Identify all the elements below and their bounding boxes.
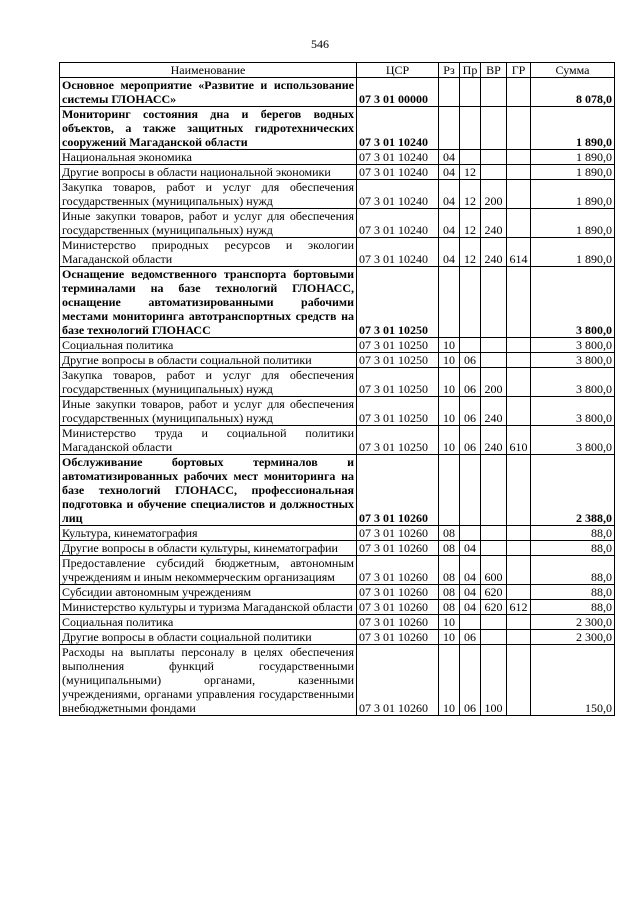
cell-rz: 04	[439, 209, 460, 238]
cell-gr	[507, 107, 531, 150]
table-row	[60, 78, 615, 107]
cell-gr	[507, 630, 531, 645]
cell-sum: 3 800,0	[531, 426, 615, 455]
table-row	[60, 353, 615, 368]
header-gr: ГР	[507, 63, 531, 78]
cell-pr	[460, 455, 481, 526]
cell-pr: 04	[460, 585, 481, 600]
cell-sum: 88,0	[531, 585, 615, 600]
cell-rz: 04	[439, 180, 460, 209]
cell-csr: 07 3 01 10250	[357, 426, 439, 455]
cell-gr	[507, 209, 531, 238]
cell-sum: 88,0	[531, 526, 615, 541]
cell-vr: 100	[481, 645, 507, 716]
cell-vr	[481, 353, 507, 368]
cell-vr: 620	[481, 600, 507, 615]
cell-csr: 07 3 01 00000	[357, 78, 439, 107]
cell-pr	[460, 526, 481, 541]
cell-name: Другие вопросы в области культуры, кинематографии	[60, 541, 357, 556]
page-number: 546	[311, 37, 329, 51]
cell-rz	[439, 267, 460, 338]
cell-gr	[507, 397, 531, 426]
cell-sum: 1 890,0	[531, 209, 615, 238]
cell-vr	[481, 107, 507, 150]
cell-sum: 150,0	[531, 645, 615, 716]
cell-name: Основное мероприятие «Развитие и использование системы ГЛОНАСС»	[60, 78, 357, 107]
table-row	[60, 600, 615, 615]
cell-csr: 07 3 01 10240	[357, 238, 439, 267]
cell-pr	[460, 267, 481, 338]
cell-rz: 10	[439, 615, 460, 630]
table-row	[60, 630, 615, 645]
cell-name: Закупка товаров, работ и услуг для обеспечения государственных (муниципальных) нужд	[60, 368, 357, 397]
cell-rz	[439, 107, 460, 150]
cell-pr: 06	[460, 645, 481, 716]
cell-vr	[481, 615, 507, 630]
cell-pr	[460, 107, 481, 150]
cell-gr	[507, 526, 531, 541]
cell-pr: 06	[460, 353, 481, 368]
cell-sum: 2 300,0	[531, 630, 615, 645]
cell-vr	[481, 150, 507, 165]
cell-csr: 07 3 01 10260	[357, 556, 439, 585]
cell-pr	[460, 615, 481, 630]
cell-csr: 07 3 01 10250	[357, 353, 439, 368]
cell-name: Социальная политика	[60, 338, 357, 353]
cell-vr: 240	[481, 238, 507, 267]
cell-name: Другие вопросы в области социальной политики	[60, 630, 357, 645]
table-row	[60, 107, 615, 150]
cell-gr	[507, 541, 531, 556]
cell-name: Предоставление субсидий бюджетным, автономным учреждениям и иным некоммерческим организациям	[60, 556, 357, 585]
cell-name: Иные закупки товаров, работ и услуг для обеспечения государственных (муниципальных) нужд	[60, 209, 357, 238]
cell-csr: 07 3 01 10240	[357, 165, 439, 180]
cell-vr	[481, 165, 507, 180]
cell-gr	[507, 556, 531, 585]
cell-sum: 3 800,0	[531, 397, 615, 426]
cell-csr: 07 3 01 10250	[357, 397, 439, 426]
cell-rz	[439, 78, 460, 107]
cell-gr: 612	[507, 600, 531, 615]
table-row	[60, 165, 615, 180]
table-row	[60, 615, 615, 630]
cell-vr	[481, 455, 507, 526]
table-row	[60, 455, 615, 526]
cell-vr: 240	[481, 426, 507, 455]
cell-vr: 620	[481, 585, 507, 600]
cell-rz: 10	[439, 368, 460, 397]
cell-pr: 12	[460, 238, 481, 267]
cell-csr: 07 3 01 10260	[357, 600, 439, 615]
cell-sum: 1 890,0	[531, 150, 615, 165]
table-row	[60, 645, 615, 716]
cell-sum: 8 078,0	[531, 78, 615, 107]
cell-name: Культура, кинематография	[60, 526, 357, 541]
cell-pr	[460, 338, 481, 353]
cell-pr: 06	[460, 426, 481, 455]
header-pr: Пр	[460, 63, 481, 78]
cell-vr	[481, 338, 507, 353]
cell-pr	[460, 78, 481, 107]
cell-sum: 3 800,0	[531, 368, 615, 397]
cell-vr: 200	[481, 180, 507, 209]
cell-csr: 07 3 01 10240	[357, 150, 439, 165]
cell-sum: 88,0	[531, 556, 615, 585]
cell-name: Субсидии автономным учреждениям	[60, 585, 357, 600]
cell-csr: 07 3 01 10240	[357, 180, 439, 209]
cell-sum: 1 890,0	[531, 107, 615, 150]
cell-gr	[507, 368, 531, 397]
cell-pr: 04	[460, 541, 481, 556]
cell-pr: 12	[460, 209, 481, 238]
cell-csr: 07 3 01 10260	[357, 455, 439, 526]
cell-vr: 200	[481, 368, 507, 397]
cell-rz: 08	[439, 526, 460, 541]
cell-gr	[507, 455, 531, 526]
cell-vr	[481, 526, 507, 541]
table-row	[60, 150, 615, 165]
cell-rz: 10	[439, 630, 460, 645]
cell-name: Другие вопросы в области социальной политики	[60, 353, 357, 368]
cell-name: Иные закупки товаров, работ и услуг для обеспечения государственных (муниципальных) нужд	[60, 397, 357, 426]
cell-vr	[481, 630, 507, 645]
cell-pr	[460, 150, 481, 165]
table-row	[60, 426, 615, 455]
cell-sum: 3 800,0	[531, 338, 615, 353]
table-row	[60, 397, 615, 426]
cell-gr	[507, 267, 531, 338]
cell-vr: 600	[481, 556, 507, 585]
cell-sum: 88,0	[531, 541, 615, 556]
cell-gr	[507, 645, 531, 716]
cell-name: Министерство труда и социальной политики Магаданской области	[60, 426, 357, 455]
cell-csr: 07 3 01 10260	[357, 630, 439, 645]
cell-name: Мониторинг состояния дна и берегов водных объектов, а также защитных гидротехнических сооружений Магаданской области	[60, 107, 357, 150]
budget-table	[59, 62, 615, 716]
table-row	[60, 180, 615, 209]
cell-pr: 04	[460, 600, 481, 615]
table-row	[60, 368, 615, 397]
cell-gr	[507, 615, 531, 630]
cell-csr: 07 3 01 10250	[357, 368, 439, 397]
cell-rz: 10	[439, 397, 460, 426]
cell-vr	[481, 541, 507, 556]
header-sum: Сумма	[531, 63, 615, 78]
cell-gr	[507, 585, 531, 600]
cell-gr	[507, 180, 531, 209]
header-vr: ВР	[481, 63, 507, 78]
cell-name: Оснащение ведомственного транспорта бортовыми терминалами на базе технологий ГЛОНАСС, оснащение автоматизированными рабочими местами мониторинга автотранспортных средств на базе технологий ГЛОНАСС	[60, 267, 357, 338]
cell-rz: 10	[439, 338, 460, 353]
cell-sum: 1 890,0	[531, 180, 615, 209]
table-body	[60, 78, 615, 716]
cell-pr: 12	[460, 180, 481, 209]
cell-csr: 07 3 01 10260	[357, 645, 439, 716]
cell-sum: 1 890,0	[531, 165, 615, 180]
cell-gr	[507, 150, 531, 165]
cell-csr: 07 3 01 10240	[357, 107, 439, 150]
table-row	[60, 338, 615, 353]
cell-name: Другие вопросы в области национальной экономики	[60, 165, 357, 180]
cell-name: Национальная экономика	[60, 150, 357, 165]
cell-csr: 07 3 01 10260	[357, 615, 439, 630]
cell-rz: 08	[439, 600, 460, 615]
cell-csr: 07 3 01 10250	[357, 267, 439, 338]
cell-gr: 610	[507, 426, 531, 455]
cell-sum: 1 890,0	[531, 238, 615, 267]
cell-pr: 06	[460, 630, 481, 645]
cell-csr: 07 3 01 10260	[357, 585, 439, 600]
cell-vr	[481, 267, 507, 338]
cell-sum: 3 800,0	[531, 353, 615, 368]
cell-name: Обслуживание бортовых терминалов и автоматизированных рабочих мест мониторинга на базе технологий ГЛОНАСС, профессиональная подготовка и обучение специалистов и должностных лиц	[60, 455, 357, 526]
cell-vr: 240	[481, 397, 507, 426]
cell-csr: 07 3 01 10260	[357, 526, 439, 541]
table-row	[60, 267, 615, 338]
cell-name: Министерство природных ресурсов и экологии Магаданской области	[60, 238, 357, 267]
table-row	[60, 585, 615, 600]
cell-rz	[439, 455, 460, 526]
table-row	[60, 238, 615, 267]
cell-rz: 08	[439, 541, 460, 556]
cell-gr: 614	[507, 238, 531, 267]
table-row	[60, 556, 615, 585]
table-row	[60, 526, 615, 541]
cell-rz: 04	[439, 165, 460, 180]
cell-name: Закупка товаров, работ и услуг для обеспечения государственных (муниципальных) нужд	[60, 180, 357, 209]
cell-rz: 04	[439, 150, 460, 165]
table-row	[60, 209, 615, 238]
cell-name: Социальная политика	[60, 615, 357, 630]
cell-sum: 3 800,0	[531, 267, 615, 338]
header-csr: ЦСР	[357, 63, 439, 78]
cell-rz: 08	[439, 556, 460, 585]
cell-pr: 06	[460, 368, 481, 397]
cell-sum: 2 300,0	[531, 615, 615, 630]
cell-vr: 240	[481, 209, 507, 238]
cell-gr	[507, 353, 531, 368]
cell-rz: 10	[439, 426, 460, 455]
cell-rz: 04	[439, 238, 460, 267]
cell-csr: 07 3 01 10240	[357, 209, 439, 238]
cell-rz: 08	[439, 585, 460, 600]
cell-rz: 10	[439, 353, 460, 368]
cell-pr: 12	[460, 165, 481, 180]
table-row	[60, 541, 615, 556]
header-rz: Рз	[439, 63, 460, 78]
cell-rz: 10	[439, 645, 460, 716]
cell-gr	[507, 338, 531, 353]
cell-pr: 04	[460, 556, 481, 585]
header-name: Наименование	[60, 63, 357, 78]
cell-name: Расходы на выплаты персоналу в целях обеспечения выполнения функций государственными (муниципальными) органами, казенными учреждениями, органами управления государственными внебюджетными фондами	[60, 645, 357, 716]
cell-gr	[507, 78, 531, 107]
cell-vr	[481, 78, 507, 107]
cell-csr: 07 3 01 10260	[357, 541, 439, 556]
cell-sum: 2 388,0	[531, 455, 615, 526]
cell-pr: 06	[460, 397, 481, 426]
cell-sum: 88,0	[531, 600, 615, 615]
table-header-row	[60, 63, 615, 78]
cell-gr	[507, 165, 531, 180]
cell-csr: 07 3 01 10250	[357, 338, 439, 353]
cell-name: Министерство культуры и туризма Магаданской области	[60, 600, 357, 615]
